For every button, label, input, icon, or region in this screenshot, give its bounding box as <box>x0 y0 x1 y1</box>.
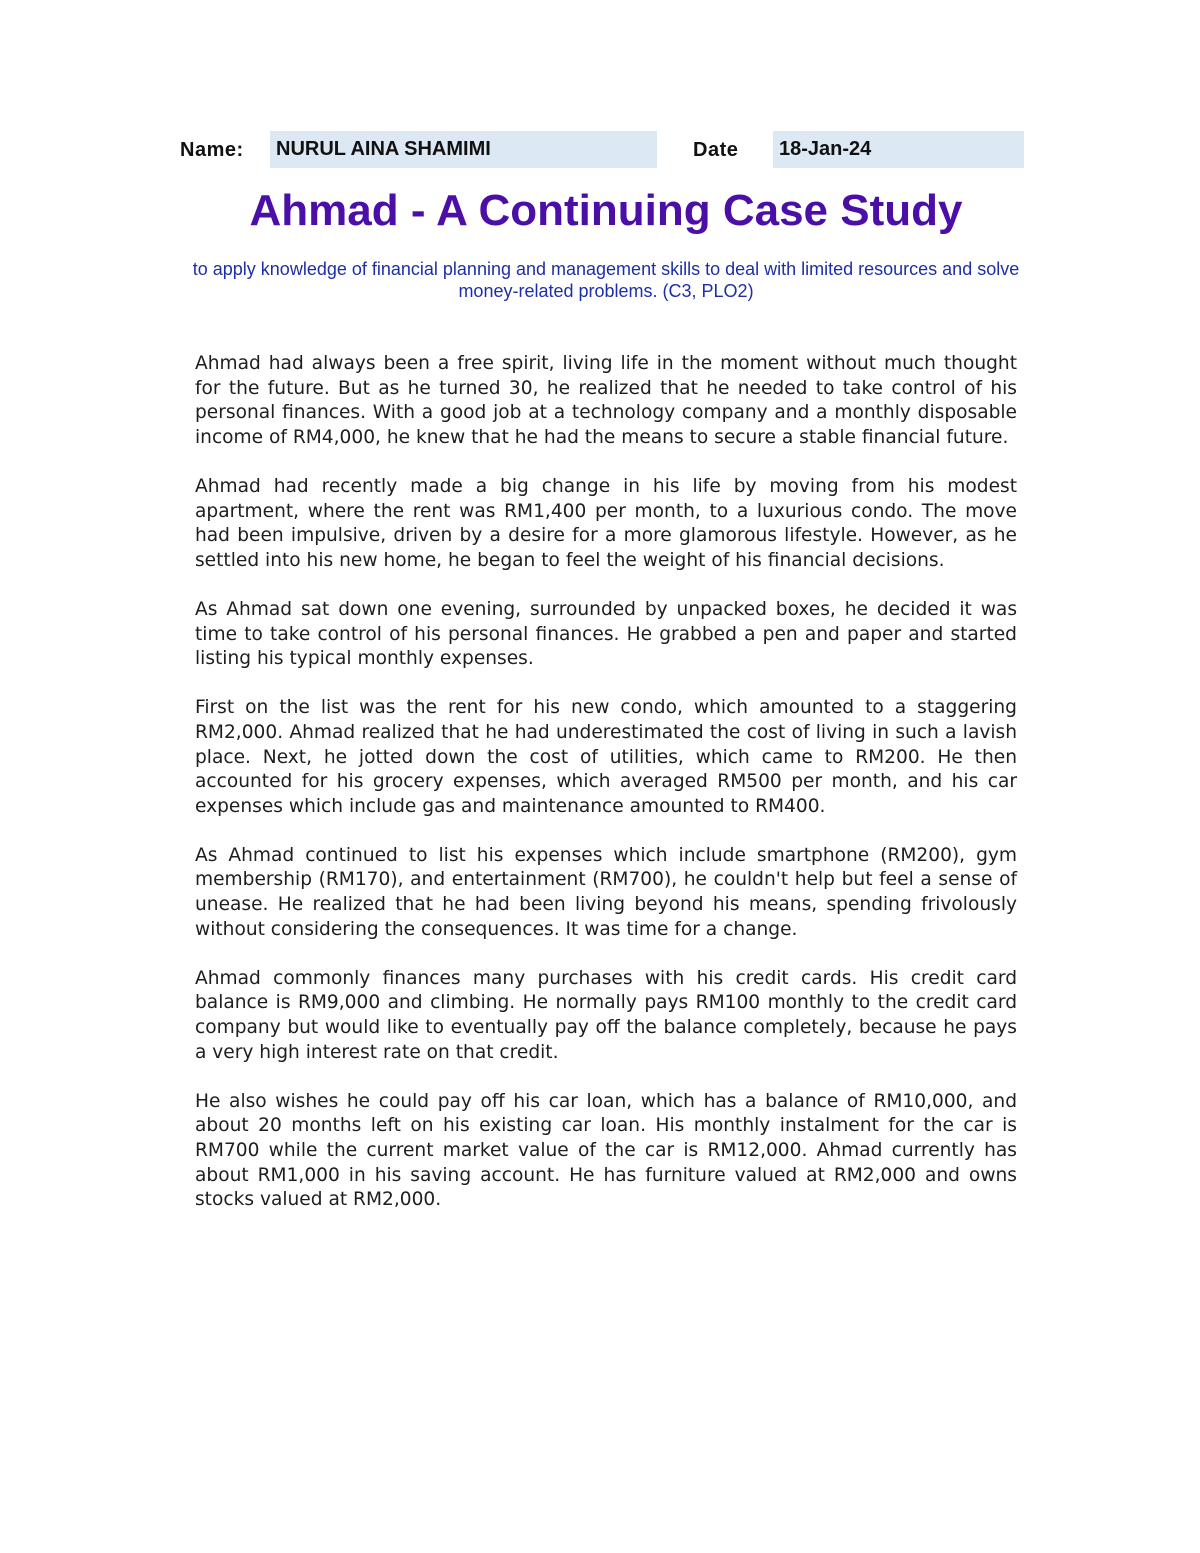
paragraph-2: Ahmad had recently made a big change in his life by moving from his modest apartment, where the rent was RM1,400 per month, to a luxurious condo. The move had been impulsive, driven by a desire for a more glamorous lifestyle. However, as he settled into his new home, he began to feel the weight of his financial decisions. <box>195 475 1017 571</box>
header-row <box>0 131 1200 168</box>
date-field[interactable]: 18-Jan-24 <box>773 131 1024 168</box>
subtitle: to apply knowledge of financial planning and management skills to deal with limited resources and solve money-related problems. (C3, PLO2) <box>192 259 1020 301</box>
page-title: Ahmad - A Continuing Case Study <box>249 186 963 235</box>
name-label: Name: <box>180 139 244 161</box>
case-study-body <box>195 352 1017 1237</box>
name-field[interactable]: NURUL AINA SHAMIMI <box>270 131 657 168</box>
paragraph-5: As Ahmad continued to list his expenses which include smartphone (RM200), gym membership (RM170), and entertainment (RM700), he couldn't help but feel a sense of unease. He realized that he had been living beyond his means, spending frivolously without considering the consequences. It was time for a change. <box>195 844 1017 940</box>
paragraph-7: He also wishes he could pay off his car loan, which has a balance of RM10,000, and about 20 months left on his existing car loan. His monthly instalment for the car is RM700 while the current market value of the car is RM12,000. Ahmad currently has about RM1,000 in his saving account. He has furniture valued at RM2,000 and owns stocks valued at RM2,000. <box>195 1090 1017 1211</box>
date-label: Date <box>693 139 739 161</box>
paragraph-4: First on the list was the rent for his new condo, which amounted to a staggering RM2,000. Ahmad realized that he had underestimated the cost of living in such a lavish place. Next, he jotted down the cost of utilities, which came to RM200. He then accounted for his grocery expenses, which averaged RM500 per month, and his car expenses which include gas and maintenance amounted to RM400. <box>195 697 1017 817</box>
paragraph-3: As Ahmad sat down one evening, surrounded by unpacked boxes, he decided it was time to take control of his personal finances. He grabbed a pen and paper and started listing his typical monthly expenses. <box>195 598 1017 670</box>
paragraph-1: Ahmad had always been a free spirit, living life in the moment without much thought for the future. But as he turned 30, he realized that he needed to take control of his personal finances. With a good job at a technology company and a monthly disposable income of RM4,000, he knew that he had the means to secure a stable financial future. <box>195 353 1017 448</box>
paragraph-6: Ahmad commonly finances many purchases with his credit cards. His credit card balance is RM9,000 and climbing. He normally pays RM100 monthly to the credit card company but would like to eventually pay off the balance completely, because he pays a very high interest rate on that credit. <box>195 967 1017 1063</box>
